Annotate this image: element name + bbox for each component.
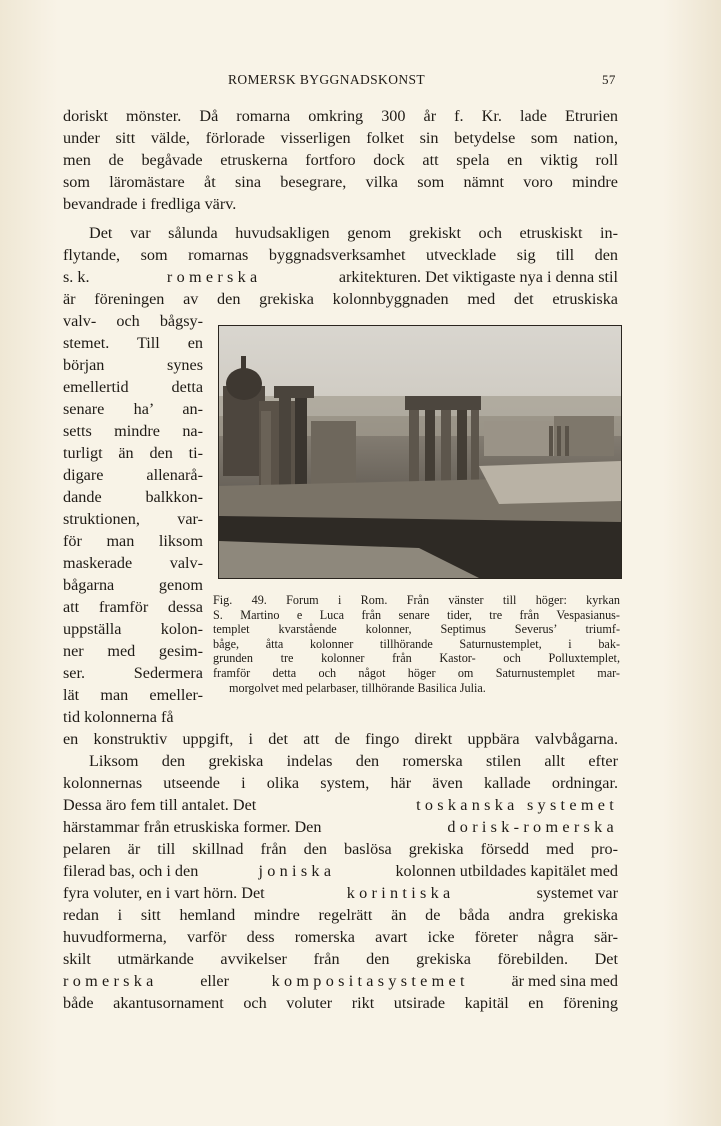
caption-line: templet kvarstående kolonner, Septimus Severus’ triumf-	[213, 622, 620, 637]
text-fragment: Dessa äro fem till antalet. Det	[63, 796, 257, 814]
text-line	[63, 267, 618, 289]
text-line: är föreningen av den grekiska kolonnbyggnaden med det etruskiska	[63, 290, 618, 308]
text-line: turligt än den ti-	[63, 444, 203, 462]
text-fragment: filerad bas, och i den	[63, 862, 199, 880]
text-line	[63, 883, 618, 905]
emphasis-spaced: romerska	[166, 268, 262, 286]
text-line: skilt utmärkande avvikelser från den grekiska förebilden. Det	[63, 950, 618, 968]
text-fragment: fyra voluter, en i vart hörn. Det	[63, 884, 265, 902]
text-fragment: systemet var	[536, 884, 618, 902]
caption-line: S. Martino e Luca från senare tider, tre från Vespasianus-	[213, 607, 620, 622]
text-fragment: kolonnen utbildades kapitälet med	[395, 862, 618, 880]
text-line: ser. Sedermera	[63, 664, 203, 682]
text-line: bågarna genom	[63, 576, 203, 594]
caption-line: båge, åtta kolonner tillhörande Saturnustemplet, i bak-	[213, 636, 620, 651]
text-line: senare ha’ an-	[63, 400, 203, 418]
text-line: en konstruktiv uppgift, i det att de fingo direkt uppbära valvbågarna.	[63, 730, 618, 748]
text-fragment: härstammar från etruskiska former. Den	[63, 818, 322, 836]
text-line: redan i sitt hemland mindre regelrätt än de båda andra grekiska	[63, 906, 618, 924]
text-line: lät man emeller-	[63, 686, 203, 704]
forum-image	[219, 326, 621, 578]
text-line: doriskt mönster. Då romarna omkring 300 år f. Kr. lade Etrurien	[63, 107, 618, 125]
text-line: huvudformerna, varför dess romerska avart icke företer några sär-	[63, 928, 618, 946]
text-line: tid kolonnerna få	[63, 708, 174, 726]
text-line: pelaren är till skillnad från den baslösa grekiska försedd med pro-	[63, 840, 618, 858]
text-line: ner med gesim-	[63, 642, 203, 660]
text-line: valv- och bågsy-	[63, 312, 203, 330]
running-header	[0, 72, 721, 92]
text-line: uppställa kolon-	[63, 620, 203, 638]
caption-line: framför detta och något höger om Saturnustemplet mar-	[213, 665, 620, 680]
text-line: Liksom den grekiska indelas den romerska stilen allt efter	[89, 752, 618, 770]
caption-line: morgolvet med pelarbaser, tillhörande Basilica Julia.	[229, 680, 486, 695]
text-line	[63, 861, 618, 883]
emphasis-spaced: dorisk-romerska	[447, 818, 618, 836]
text-line	[63, 817, 618, 839]
text-fragment: arkitekturen. Det viktigaste nya i denna stil	[338, 268, 618, 286]
text-fragment: eller	[200, 972, 230, 990]
text-line: struktionen, var-	[63, 510, 203, 528]
forum-photograph	[218, 325, 622, 579]
text-line: maskerade valv-	[63, 554, 203, 572]
emphasis-spaced: toskanska systemet	[416, 796, 618, 814]
text-line: både akantusornament och voluter rikt utsirade kapitäl en förening	[63, 994, 618, 1012]
text-fragment: s. k.	[63, 268, 90, 286]
text-line: digare allenarå-	[63, 466, 203, 484]
text-line: men de begåvade etruskerna fortforo dock att spela en viktig roll	[63, 151, 618, 169]
page-number: 57	[602, 72, 616, 87]
text-line	[63, 795, 618, 817]
figure-caption	[213, 593, 620, 695]
running-title: ROMERSK BYGGNADSKONST	[228, 72, 426, 87]
emphasis-spaced: joniska	[258, 862, 336, 880]
text-line: att framför dessa	[63, 598, 203, 616]
emphasis-spaced: korintiska	[346, 884, 455, 902]
text-line: emellertid detta	[63, 378, 203, 396]
text-line: bevandrade i fredliga värv.	[63, 195, 237, 213]
text-fragment: är med sina med	[511, 972, 618, 990]
emphasis-spaced: kompositasystemet	[271, 972, 469, 990]
emphasis-spaced: romerska	[63, 972, 158, 990]
text-line	[63, 971, 618, 993]
text-line: för man liksom	[63, 532, 203, 550]
text-line: flytande, som romarnas byggnadsverksamhet utvecklade sig till den	[63, 246, 618, 264]
text-line: som läromästare åt sina besegrare, vilka som nämnt voro mindre	[63, 173, 618, 191]
text-line: kolonnernas utseende i olika system, här även kallade ordningar.	[63, 774, 618, 792]
text-line: stemet. Till en	[63, 334, 203, 352]
text-line: under sitt välde, förlorade visserligen folket sin betydelse som nation,	[63, 129, 618, 147]
text-line: setts mindre na-	[63, 422, 203, 440]
text-line: Det var sålunda huvudsakligen genom grekiskt och etruskiskt in-	[89, 224, 618, 242]
text-line: dande balkkon-	[63, 488, 203, 506]
caption-line: grunden tre kolonner från Kastor- och Polluxtemplet,	[213, 651, 620, 666]
caption-line: Fig. 49. Forum i Rom. Från vänster till höger: kyrkan	[213, 593, 620, 607]
text-line: början synes	[63, 356, 203, 374]
